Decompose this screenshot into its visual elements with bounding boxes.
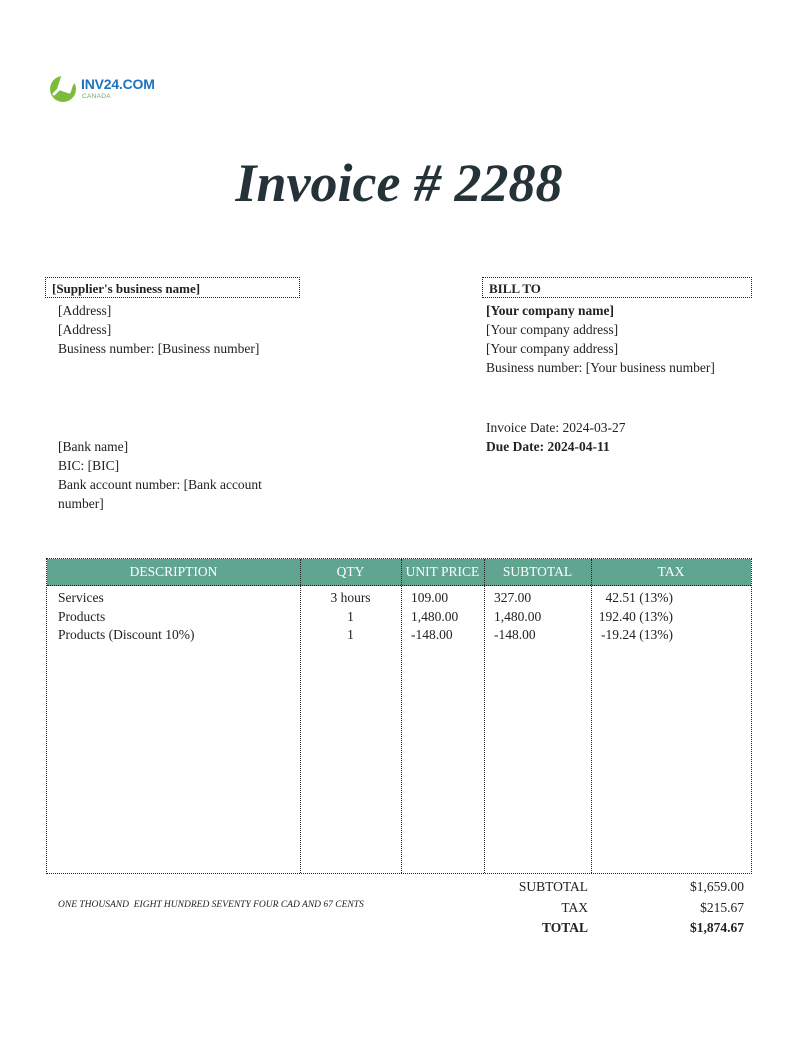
supplier-name[interactable]: [Supplier's business name] (45, 277, 300, 298)
logo-icon (48, 72, 80, 104)
supplier-details (58, 301, 259, 358)
header-unit-price: UNIT PRICE (405, 564, 480, 579)
row-tax: 42.51 (13%) (605, 590, 673, 605)
items-table (46, 558, 752, 874)
tax-value: $215.67 (700, 900, 744, 915)
logo-subtitle: CANADA (82, 93, 111, 100)
subtotal-value: $1,659.00 (690, 879, 744, 894)
row-qty: 3 hours (330, 590, 371, 605)
row-qty: 1 (347, 608, 354, 624)
client-address-1: [Your company address] (486, 322, 619, 337)
bill-to-label: BILL TO (482, 277, 752, 298)
total-label: TOTAL (541, 920, 588, 935)
logo (48, 72, 158, 104)
bank-bic: BIC: [BIC] (58, 458, 120, 473)
client-business-number: Business number: [Your business number] (486, 360, 715, 375)
row-subtotal: 327.00 (494, 590, 532, 605)
invoice-title-prefix: Invoice # (235, 153, 455, 213)
tax-label: TAX (561, 900, 588, 915)
row-unit-price: -148.00 (411, 627, 453, 642)
invoice-number: 2288 (454, 153, 563, 213)
invoice-dates (486, 418, 625, 456)
supplier-address-2: [Address] (58, 322, 112, 337)
header-subtotal: SUBTOTAL (502, 564, 573, 579)
header-description: DESCRIPTION (129, 564, 218, 579)
column-divider (484, 559, 485, 873)
subtotal-label: SUBTOTAL (518, 879, 588, 894)
header-qty: QTY (336, 564, 365, 579)
logo-brand: INV24.COM (81, 76, 155, 92)
supplier-address-1: [Address] (58, 303, 112, 318)
client-address-2: [Your company address] (486, 341, 619, 356)
total-value: $1,874.67 (690, 920, 744, 935)
row-unit-price: 109.00 (411, 590, 449, 605)
header-tax: TAX (657, 564, 685, 579)
row-description: Products (Discount 10%) (58, 627, 195, 642)
client-details (486, 301, 715, 377)
row-unit-price: 1,480.00 (411, 608, 459, 624)
client-company-name: [Your company name] (486, 303, 614, 318)
row-tax: -19.24 (13%) (601, 627, 673, 642)
bank-account-number: Bank account number: [Bank account number] (58, 477, 262, 511)
due-date: Due Date: 2024-04-11 (486, 439, 610, 454)
invoice-date: Invoice Date: 2024-03-27 (486, 420, 626, 435)
bank-name: [Bank name] (58, 439, 129, 454)
row-qty: 1 (347, 627, 354, 642)
row-subtotal: 1,480.00 (494, 608, 542, 624)
row-description: Services (58, 590, 104, 605)
invoice-title (0, 152, 798, 214)
row-subtotal: -148.00 (494, 627, 536, 642)
column-divider (401, 559, 402, 873)
table-header (47, 559, 751, 586)
supplier-business-number: Business number: [Business number] (58, 341, 260, 356)
bank-details (58, 437, 288, 513)
row-description: Products (58, 608, 106, 624)
row-tax: 192.40 (13%) (598, 608, 673, 624)
amount-in-words: ONE THOUSAND EIGHT HUNDRED SEVENTY FOUR CAD AND 67 CENTS (58, 900, 364, 910)
